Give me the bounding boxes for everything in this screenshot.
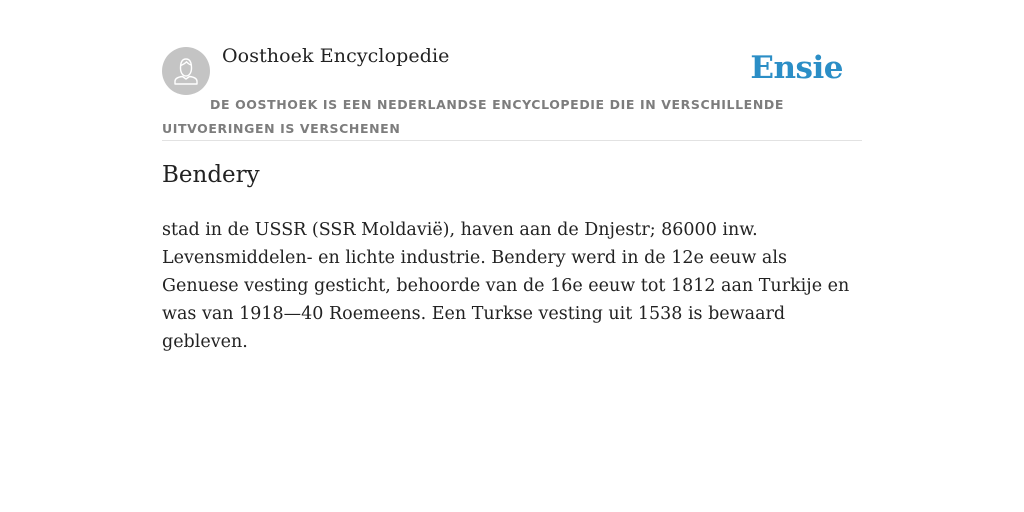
brand-logo[interactable]: Ensie [750, 50, 843, 86]
article-body: stad in de USSR (SSR Moldavië), haven aan de Dnjestr; 86000 inw. Levensmiddelen- en lichte industrie. Bendery werd in de 12e eeuw als Genuese vesting gesticht, behoorde van de 16e eeuw tot 1812 aan Turkije en was van 1918—40 Roemeens. Een Turkse vesting uit 1538 is bewaard gebleven. [162, 220, 850, 352]
article-title: Bendery [162, 162, 260, 188]
author-name[interactable]: Oosthoek Encyclopedie [222, 45, 450, 67]
avatar[interactable] [162, 47, 210, 95]
source-description: DE OOSTHOEK IS EEN NEDERLANDSE ENCYCLOPEDIE DIE IN VERSCHILLENDE UITVOERINGEN IS VERSCHENEN [162, 97, 784, 136]
source-header [162, 44, 862, 141]
user-icon [162, 47, 210, 95]
